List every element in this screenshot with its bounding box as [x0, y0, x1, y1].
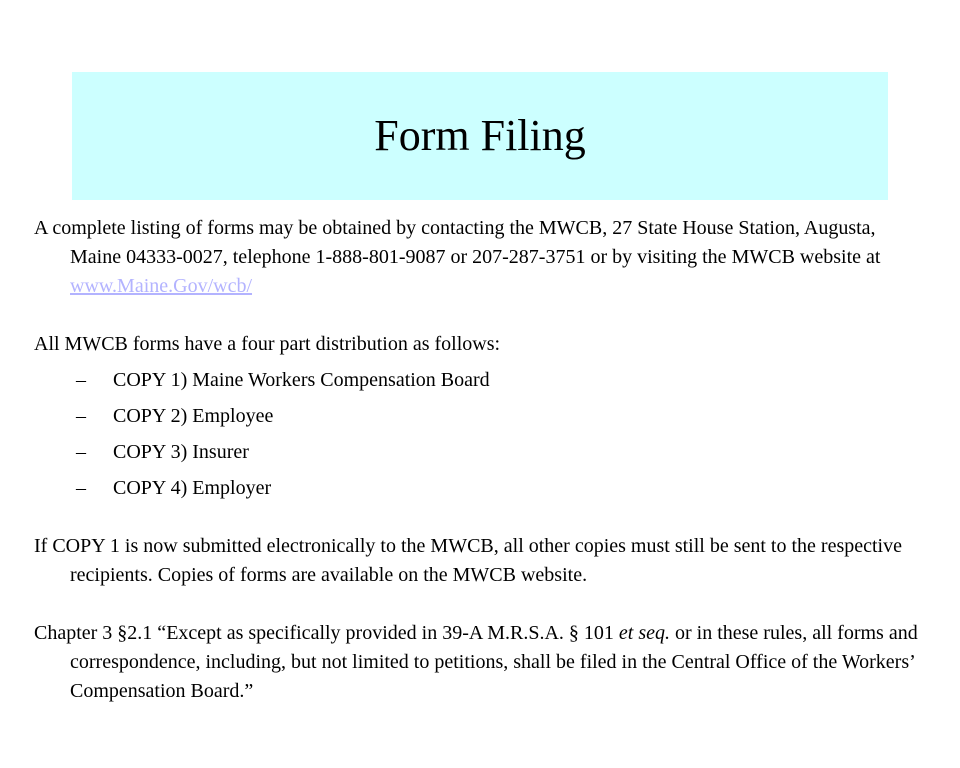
quote-suffix: or in these rules, all forms and correspondence, including, but not limited to petitions, shall be filed in the Central Office of the Workers’ Compensation Board.” — [70, 622, 918, 702]
distribution-list — [34, 366, 930, 503]
electronic-note: If COPY 1 is now submitted electronically to the MWCB, all other copies must still be sent to the respective recipients. Copies of forms are available on the MWCB website. — [34, 535, 902, 586]
dash-bullet: – — [76, 477, 86, 499]
list-item — [76, 402, 930, 431]
list-item-text: COPY 3) Insurer — [113, 441, 249, 463]
dash-bullet: – — [76, 405, 86, 427]
list-item — [76, 438, 930, 467]
list-item-text: COPY 4) Employer — [113, 477, 272, 499]
dash-bullet: – — [76, 441, 86, 463]
quote-emphasis: et seq. — [618, 622, 670, 644]
dash-bullet: – — [76, 369, 86, 391]
list-item — [76, 474, 930, 503]
slide-body — [34, 214, 930, 706]
title-band — [72, 72, 888, 200]
list-item — [76, 366, 930, 395]
intro-text: A complete listing of forms may be obtained by contacting the MWCB, 27 State House Station, Augusta, Maine 04333-0027, telephone 1-888-801-9087 or 207-287-3751 or by visiting the MWCB website at — [34, 217, 881, 268]
intro-paragraph — [34, 214, 930, 301]
list-item-text: COPY 2) Employee — [113, 405, 274, 427]
chapter-quote — [34, 619, 930, 706]
list-item-text: COPY 1) Maine Workers Compensation Board — [113, 369, 490, 391]
distribution-heading: All MWCB forms have a four part distribution as follows: — [34, 333, 501, 355]
website-link[interactable]: www.Maine.Gov/wcb/ — [70, 275, 253, 297]
quote-prefix: Chapter 3 §2.1 “Except as specifically provided in 39-A M.R.S.A. § 101 — [34, 622, 619, 644]
page-title: Form Filing — [374, 111, 586, 160]
